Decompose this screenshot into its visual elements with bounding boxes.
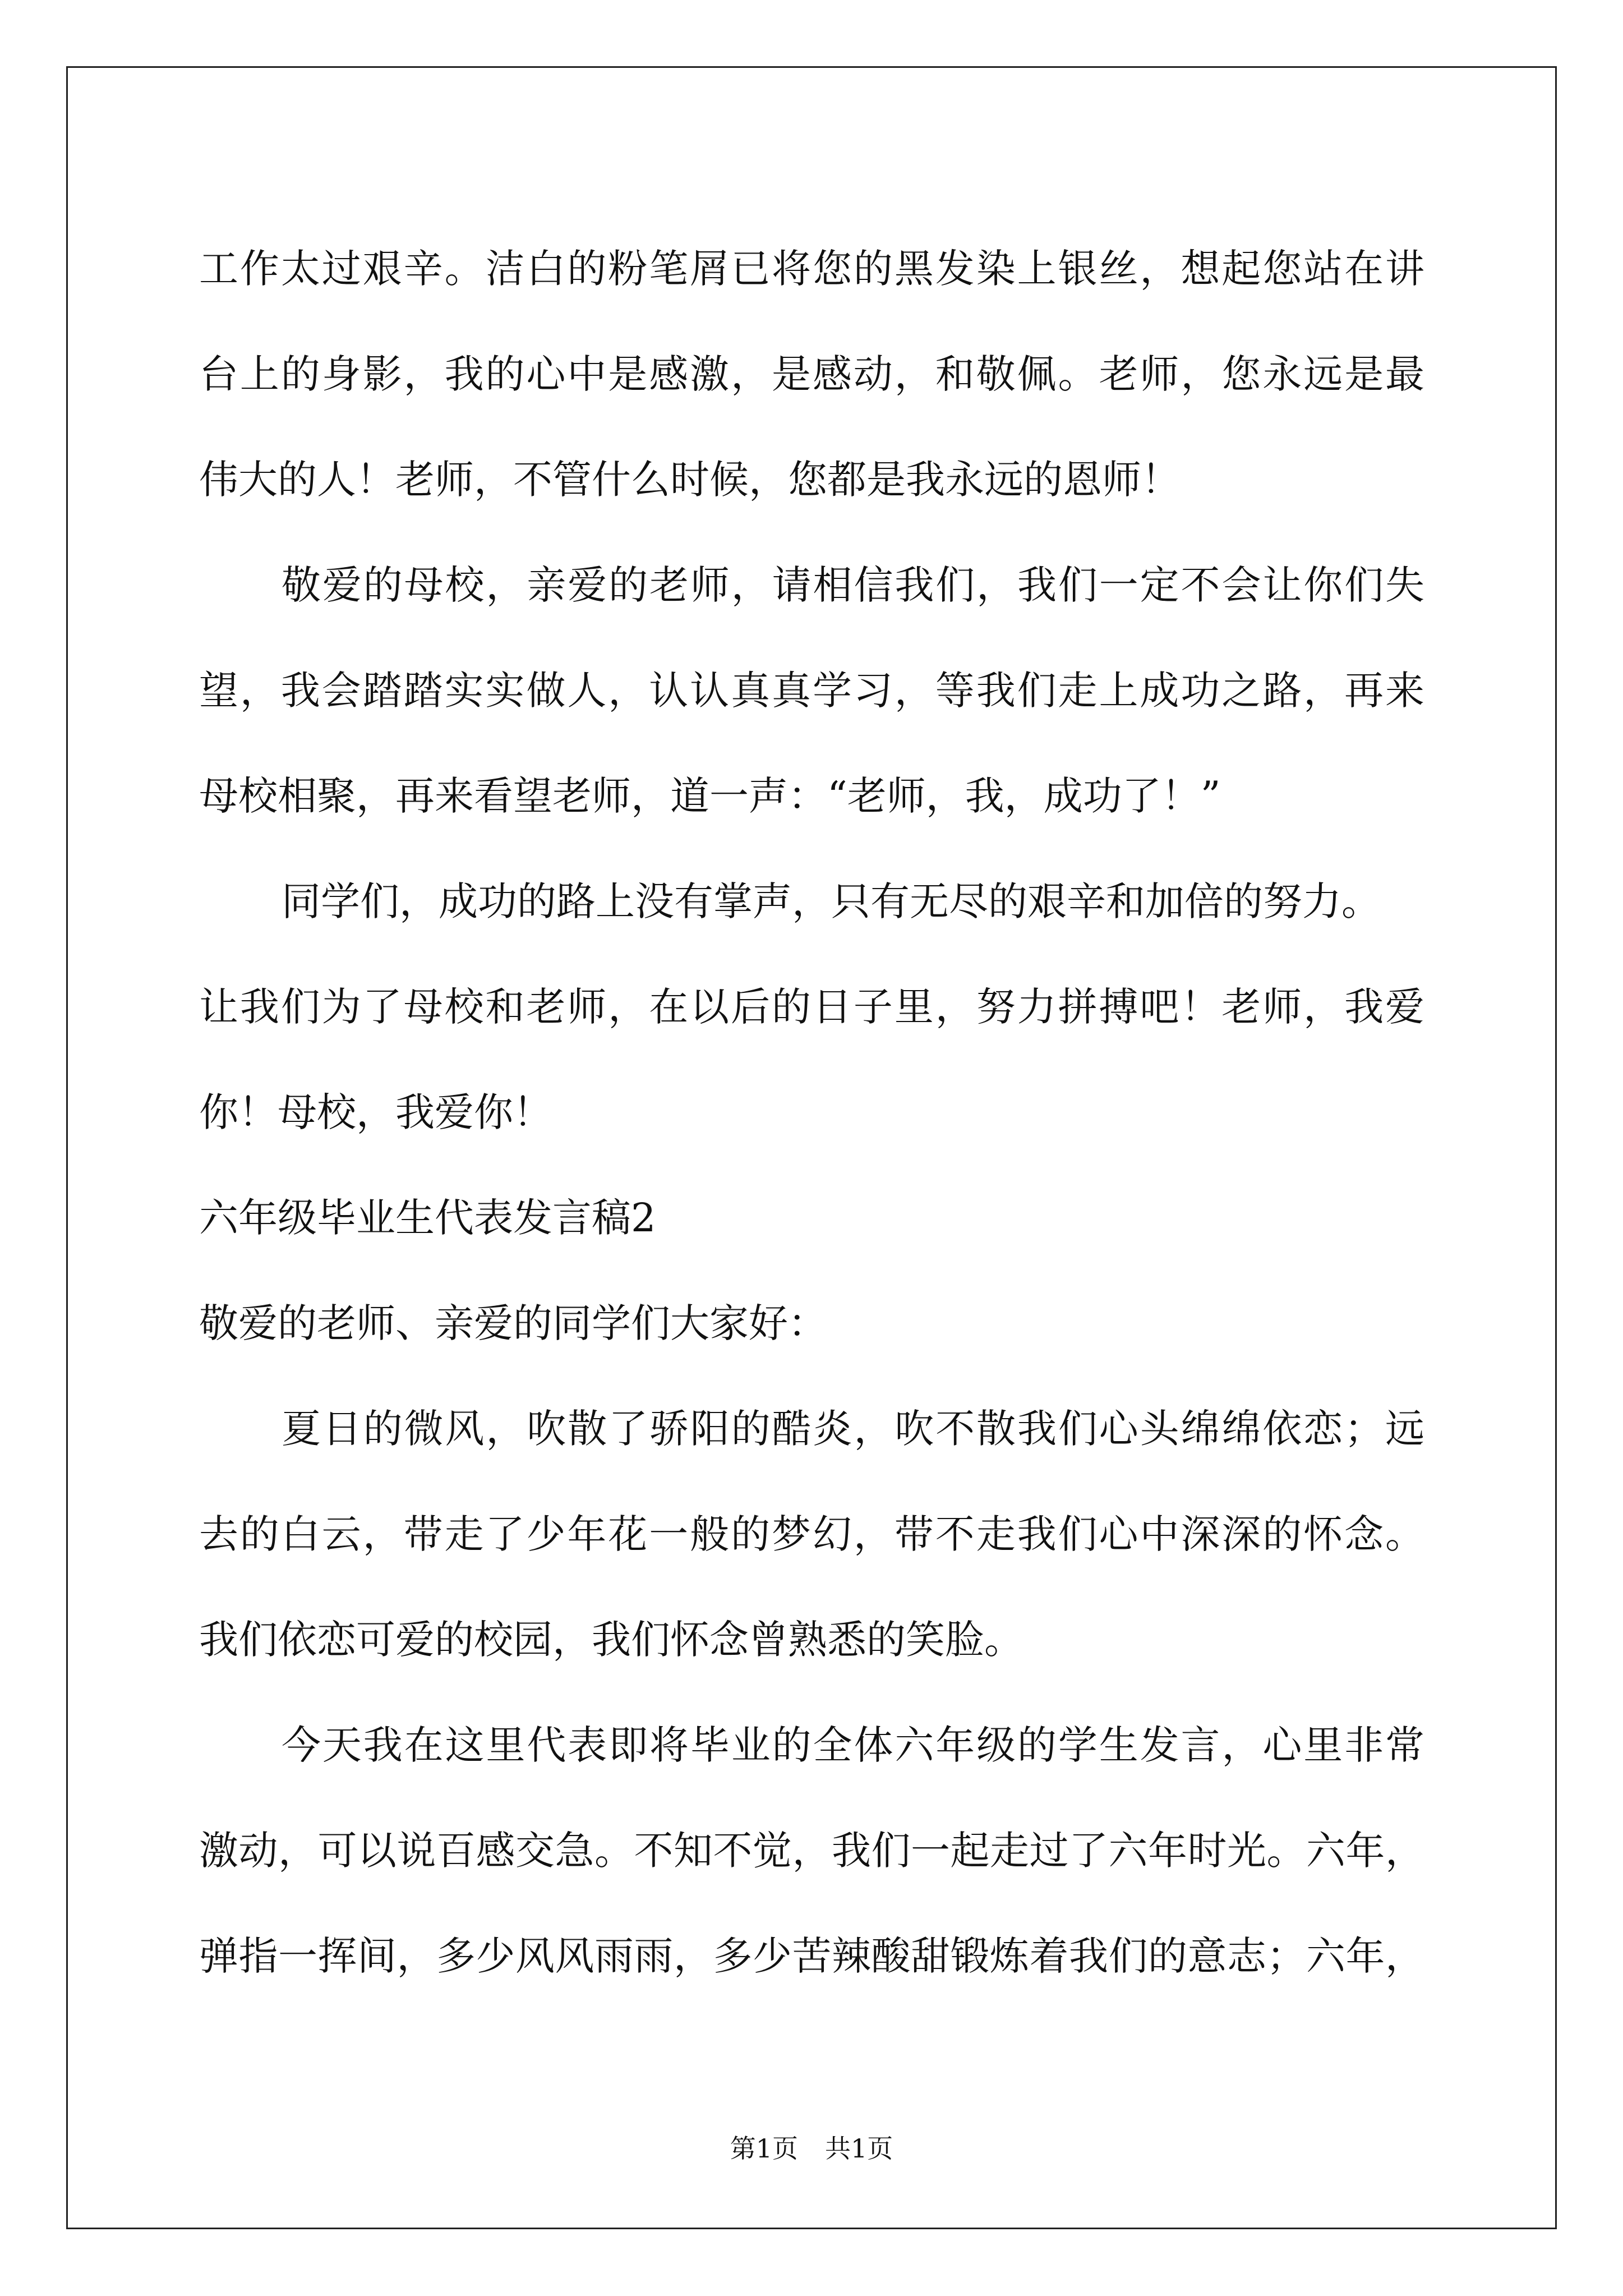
text-line: 让我们为了母校和老师，在以后的日子里，努力拼搏吧！老师，我爱 (199, 984, 1424, 1030)
text-line: 激动，可以说百感交急。不知不觉，我们一起走过了六年时光。六年， (199, 1828, 1424, 1874)
page-number: 第1页 (730, 2133, 798, 2164)
text-line: 望，我会踏踏实实做人，认认真真学习，等我们走上成功之路，再来 (199, 668, 1424, 714)
salutation-line: 敬爱的老师、亲爱的同学们大家好： (199, 1300, 827, 1346)
text-line: 母校相聚，再来看望老师，道一声：“老师，我，成功了！” (199, 773, 1221, 819)
paragraph-start-line: 敬爱的母校，亲爱的老师，请相信我们，我们一定不会让你们失 (282, 562, 1424, 608)
paragraph-start-line: 今天我在这里代表即将毕业的全体六年级的学生发言，心里非常 (282, 1722, 1424, 1768)
text-line: 我们依恋可爱的校园，我们怀念曾熟悉的笑脸。 (199, 1617, 1023, 1663)
text-line: 弹指一挥间，多少风风雨雨，多少苦辣酸甜锻炼着我们的意志；六年， (199, 1933, 1424, 1979)
text-line: 伟大的人！老师，不管什么时候，您都是我永远的恩师！ (199, 457, 1181, 503)
page-total: 共1页 (825, 2133, 893, 2164)
paragraph-start-line: 夏日的微风，吹散了骄阳的酷炎，吹不散我们心头绵绵依恋；远 (282, 1406, 1424, 1452)
text-line: 你！母校，我爱你！ (199, 1089, 552, 1135)
page-footer (0, 2132, 1623, 2165)
text-line: 台上的身影，我的心中是感激，是感动，和敬佩。老师，您永远是最 (199, 351, 1424, 397)
paragraph-start-line: 同学们，成功的路上没有掌声，只有无尽的艰辛和加倍的努力。 (282, 878, 1381, 924)
text-line: 去的白云，带走了少年花一般的梦幻，带不走我们心中深深的怀念。 (199, 1511, 1424, 1557)
section-heading: 六年级毕业生代表发言稿2 (199, 1195, 656, 1241)
text-line: 工作太过艰辛。洁白的粉笔屑已将您的黑发染上银丝，想起您站在讲 (199, 246, 1424, 292)
document-body (199, 216, 1424, 2009)
